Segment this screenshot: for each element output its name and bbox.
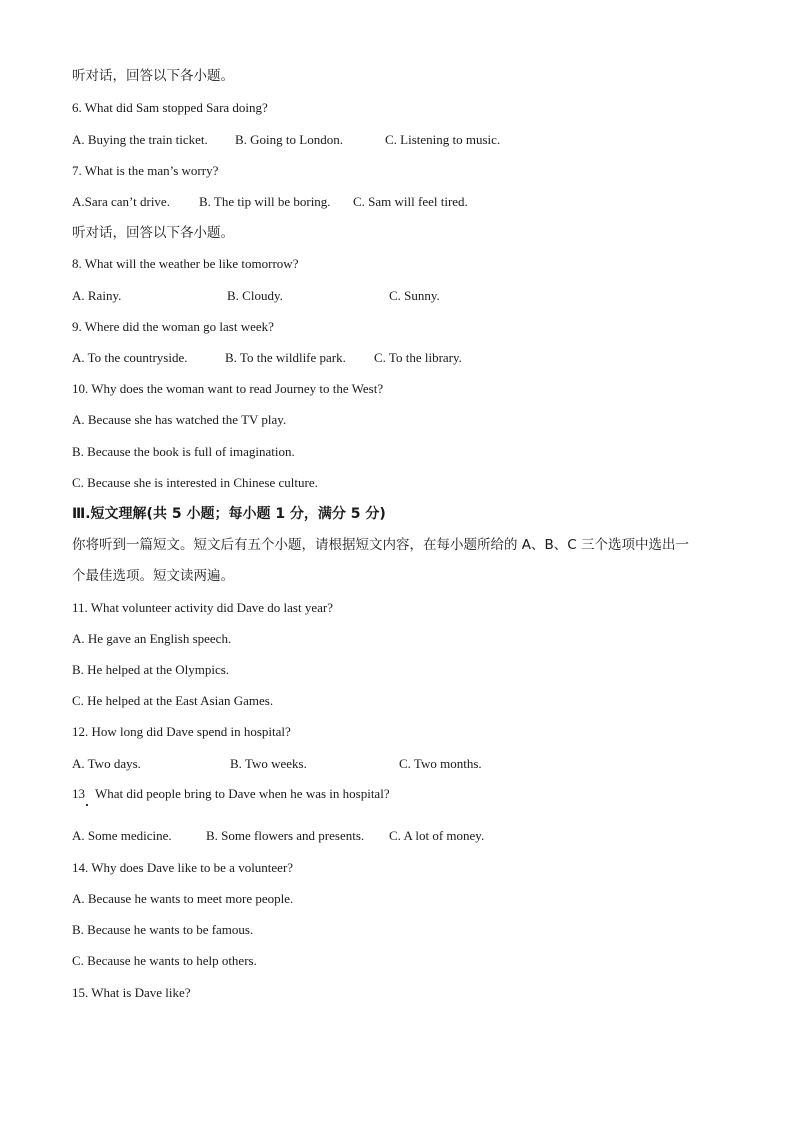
option-c: C. Sam will feel tired. (353, 194, 468, 209)
section-instruction-line-2: 个最佳选项。短文读两遍。 (72, 568, 234, 584)
question-number: 13 (72, 786, 85, 801)
question-10-option-c: C. Because she is interested in Chinese culture. (72, 475, 318, 490)
option-a: A.Sara can’t drive. (72, 194, 170, 209)
question-11: 11. What volunteer activity did Dave do last year? (72, 600, 333, 615)
question-11-option-b: B. He helped at the Olympics. (72, 662, 230, 677)
option-a: A. Two days. (72, 756, 141, 771)
option-b: B. Two weeks. (230, 756, 307, 771)
option-c: C. To the library. (374, 350, 462, 365)
question-10-option-a: A. Because she has watched the TV play. (72, 412, 287, 427)
question-14: 14. Why does Dave like to be a volunteer? (72, 860, 294, 875)
option-c: C. Listening to music. (385, 132, 501, 147)
section-instruction: 听对话，回答以下各小题。 (72, 68, 234, 84)
question-14-option-a: A. Because he wants to meet more people. (72, 891, 294, 906)
option-c: C. A lot of money. (389, 828, 485, 843)
question-10-option-b: B. Because the book is full of imagination. (72, 444, 295, 459)
option-b: B. The tip will be boring. (199, 194, 331, 209)
option-a: A. Buying the train ticket. (72, 132, 208, 147)
section-heading: Ⅲ.短文理解(共 5 小题；每小题 1 分，满分 5 分) (72, 506, 386, 522)
question-15: 15. What is Dave like? (72, 985, 191, 1000)
question-7: 7. What is the man’s worry? (72, 163, 219, 178)
question-14-option-c: C. Because he wants to help others. (72, 953, 257, 968)
option-b: B. Going to London. (235, 132, 343, 147)
section-instruction-line-1: 你将听到一篇短文。短文后有五个小题，请根据短文内容，在每小题所给的 A、B、C 三个选项中选出一 (72, 537, 690, 553)
question-10: 10. Why does the woman want to read Journey to the West? (72, 381, 384, 396)
question-9: 9. Where did the woman go last week? (72, 319, 274, 334)
stray-dot (86, 804, 88, 806)
question-8: 8. What will the weather be like tomorrow? (72, 256, 299, 271)
question-text: What did people bring to Dave when he was in hospital? (95, 786, 390, 801)
option-a: A. Rainy. (72, 288, 122, 303)
question-11-option-c: C. He helped at the East Asian Games. (72, 693, 274, 708)
question-11-option-a: A. He gave an English speech. (72, 631, 232, 646)
option-c: C. Two months. (399, 756, 482, 771)
question-12: 12. How long did Dave spend in hospital? (72, 724, 291, 739)
option-b: B. Cloudy. (227, 288, 283, 303)
option-b: B. Some flowers and presents. (206, 828, 365, 843)
section-instruction: 听对话，回答以下各小题。 (72, 225, 234, 241)
option-c: C. Sunny. (389, 288, 440, 303)
option-a: A. Some medicine. (72, 828, 172, 843)
question-14-option-b: B. Because he wants to be famous. (72, 922, 254, 937)
question-6: 6. What did Sam stopped Sara doing? (72, 100, 268, 115)
option-a: A. To the countryside. (72, 350, 188, 365)
option-b: B. To the wildlife park. (225, 350, 346, 365)
